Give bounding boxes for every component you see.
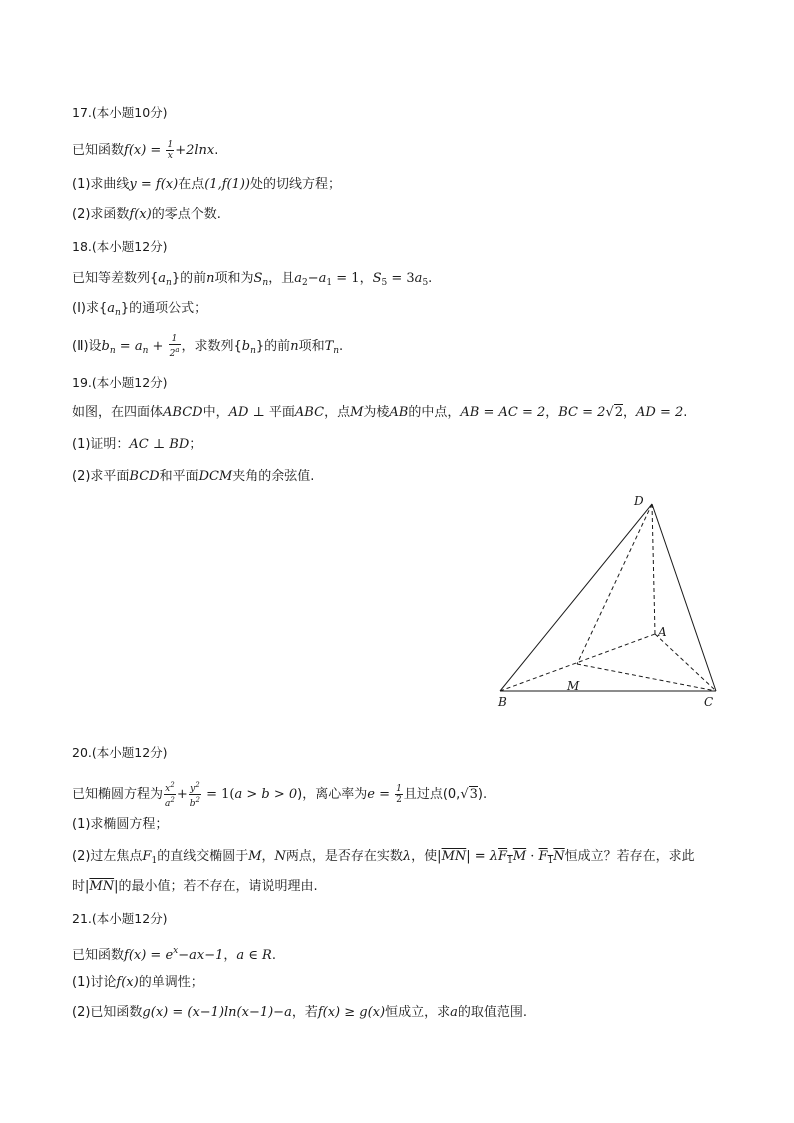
edge-BD: [500, 504, 652, 691]
q21-part2: (2)已知函数g(x) = (x−1)ln(x−1)−a，若f(x) ≥ g(x)恒成立，求a的取值范围.: [72, 1005, 528, 1020]
q18-stem: 已知等差数列$\{a_n\}$的前n项和为$S_n$，且$a_2-a_1 = 1$，$S_5 = 3a_5$.: [72, 271, 433, 288]
q20-part2-cont: 时$|\overline{MN}|$的最小值；若不存在，请说明理由.: [72, 879, 318, 894]
q17-header: 17.(本小题10分): [72, 105, 168, 120]
label-C: C: [704, 695, 714, 709]
q18-fraction: $\frac{1}{2^a}$: [169, 334, 180, 359]
q17-fraction: $\frac{1}{x}$: [167, 140, 174, 161]
q20-header: 20.(本小题12分): [72, 745, 168, 760]
edge-MC: [577, 664, 716, 691]
q17-stem: 已知函数f(x) = $\frac{1}{x}$ +2lnx.: [72, 140, 219, 161]
q21-stem: 已知函数$f(x) = e^x-ax-1$，a ∈ R.: [72, 946, 276, 963]
q19-part1: (1)证明：AC ⊥ BD；: [72, 437, 203, 452]
q20-frac-x: $\frac{x^2}{a^2}$: [165, 781, 175, 809]
edge-DC: [652, 504, 716, 691]
edge-AC: [655, 634, 716, 691]
q20-part2: (2)过左焦点$F_1$的直线交椭圆于M，N两点，是否存在实数λ，使$|\overline{MN}| = \lambda F_1M \cdot F_1N$恒成立？若存在，求此: [72, 849, 695, 866]
q19-header: 19.(本小题12分): [72, 375, 168, 390]
q21-part1: (1)讨论f(x)的单调性；: [72, 975, 204, 990]
q18-part2: (Ⅱ)设$b_n = a_n$ + $\frac{1}{2^a}$ ，求数列$\{b_n\}$的前n项和$T_n$.: [72, 334, 344, 359]
label-B: B: [498, 695, 507, 709]
tetrahedron-figure: [490, 490, 730, 710]
label-D: D: [634, 494, 644, 508]
q20-part1: (1)求椭圆方程；: [72, 817, 169, 832]
q18-header: 18.(本小题12分): [72, 239, 168, 254]
q20-frac-e: $\frac{1}{2}$: [396, 784, 402, 805]
q20-frac-y: $\frac{y^2}{b^2}$: [189, 781, 200, 809]
q17-part2: (2)求函数f(x)的零点个数.: [72, 207, 221, 222]
q21-header: 21.(本小题12分): [72, 911, 168, 926]
q19-stem: 如图，在四面体ABCD中，AD ⊥ 平面ABC，点M为棱AB的中点，AB = AC = 2，BC = 2√2，AD = 2.: [72, 405, 688, 420]
q18-part1: (Ⅰ)求$\{a_n\}$的通项公式；: [72, 301, 208, 318]
q20-stem: 已知椭圆方程为 $\frac{x^2}{a^2}$ + $\frac{y^2}{b^2}$ = 1(a > b > 0)，离心率为e = $\frac{1}{2}$ 且过点(0,√3).: [72, 781, 488, 809]
edge-DA: [652, 504, 655, 634]
edge-DM: [577, 504, 652, 664]
label-A: A: [658, 625, 667, 639]
q17-part1: (1)求曲线y = f(x)在点(1,f(1))处的切线方程；: [72, 177, 342, 192]
label-M: M: [567, 679, 580, 693]
q19-part2: (2)求平面BCD和平面DCM夹角的余弦值.: [72, 469, 315, 484]
